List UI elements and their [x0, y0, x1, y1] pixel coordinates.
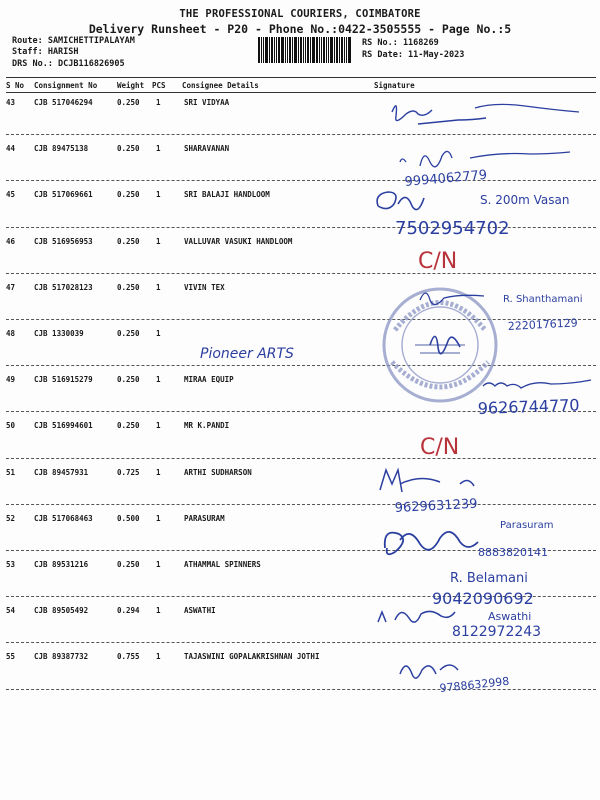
barcode-bar: [310, 37, 311, 63]
col-weight-header: Weight: [117, 81, 145, 90]
row-divider: [6, 689, 596, 690]
row-pcs: 1: [156, 282, 161, 292]
phone-54: 8122972243: [452, 624, 542, 640]
barcode-bar: [323, 37, 325, 63]
barcode-bar: [289, 37, 291, 63]
barcode-bar: [281, 37, 284, 63]
row-divider: [6, 227, 596, 228]
row-weight: 0.250: [117, 560, 140, 569]
header-bottom-rule: [6, 92, 596, 93]
row-weight: 0.250: [117, 190, 140, 200]
name-47: R. Shanthamani: [503, 294, 583, 305]
row-consignee: ARTHI SUDHARSON: [184, 467, 252, 477]
barcode-bar: [316, 37, 318, 63]
row-divider: [6, 365, 596, 366]
row-weight: 0.250: [117, 144, 140, 154]
phone-47: 2220176129: [507, 316, 579, 333]
row-weight: 0.725: [117, 467, 140, 477]
row-weight: 0.250: [117, 236, 140, 246]
row-sno: 45: [6, 190, 16, 200]
row-consignment-no: CJB 89475138: [34, 144, 89, 154]
row-consignee: SHARAVANAN: [184, 144, 230, 154]
row-consignment-no: CJB 89531216: [34, 560, 89, 569]
barcode-image: [258, 37, 353, 63]
barcode-bar: [294, 37, 297, 63]
row-divider: [6, 596, 596, 597]
header-top-rule: [6, 77, 596, 78]
row-sno: 55: [6, 652, 16, 662]
row-consignment-no: CJB 89505492: [34, 606, 89, 616]
barcode-bar: [330, 37, 333, 63]
barcode-bar: [326, 37, 327, 63]
row-consignment-no: CJB 89387732: [34, 652, 89, 662]
row-sno: 52: [6, 513, 16, 523]
barcode-bar: [269, 37, 270, 63]
rs-date: RS Date: 11-May-2023: [362, 50, 465, 60]
row-sno: 51: [6, 467, 16, 477]
signature-54: [378, 611, 455, 622]
signature-43-tail: [475, 104, 579, 112]
handwritten-pioneer-arts: Pioneer ARTS: [200, 346, 294, 362]
row-weight: 0.250: [117, 329, 140, 338]
phone-55: 9788632998: [438, 674, 510, 695]
row-consignee: TAJASWINI GOPALAKRISHNAN JOTHI: [184, 652, 320, 662]
row-weight: 0.250: [117, 421, 140, 431]
row-divider: [6, 134, 596, 135]
row-consignee: VIVIN TEX: [184, 282, 225, 292]
barcode-bar: [328, 37, 329, 63]
row-consignee: MIRAA EQUIP: [184, 375, 234, 385]
row-sno: 54: [6, 606, 16, 616]
row-consignee: PARASURAM: [184, 513, 225, 523]
barcode-bar: [312, 37, 315, 63]
company-title: THE PROFESSIONAL COURIERS, COIMBATORE: [179, 8, 421, 20]
signature-51: [380, 470, 474, 492]
row-consignment-no: CJB 516994601: [34, 421, 93, 431]
row-pcs: 1: [156, 560, 161, 569]
row-pcs: 1: [156, 467, 161, 477]
col-pcs-header: PCS: [152, 81, 166, 90]
row-sno: 49: [6, 375, 16, 385]
table-header: [6, 79, 596, 91]
signature-55: [400, 665, 458, 678]
col-consignment-header: Consignment No: [34, 81, 98, 90]
row-pcs: 1: [156, 513, 161, 523]
signature-43: [392, 106, 486, 124]
cn-mark-50: C/N: [420, 435, 460, 460]
phone-44: 9994062779: [404, 167, 488, 190]
row-sno: 47: [6, 282, 16, 292]
signature-44: [400, 151, 570, 166]
cn-mark-46: C/N: [418, 249, 458, 274]
barcode-bar: [346, 37, 347, 63]
runsheet-title: Delivery Runsheet - P20 - Phone No.:0422-3505555 - Page No.:5: [88, 22, 512, 36]
row-weight: 0.250: [117, 375, 140, 385]
name-45: S. 200m Vasan: [480, 193, 570, 207]
barcode-bar: [344, 37, 345, 63]
row-sno: 46: [6, 236, 16, 246]
row-pcs: 1: [156, 375, 161, 385]
barcode-bar: [261, 37, 262, 63]
row-divider: [6, 458, 596, 459]
phone-49: 9626744770: [477, 395, 580, 418]
row-weight: 0.500: [117, 513, 140, 523]
barcode-bar: [258, 37, 260, 63]
barcode-bar: [303, 37, 304, 63]
barcode-bar: [334, 37, 335, 63]
col-sno-header: S No: [6, 81, 25, 90]
row-weight: 0.294: [117, 606, 140, 616]
barcode-bar: [348, 37, 351, 63]
row-consignment-no: CJB 517068463: [34, 513, 93, 523]
row-pcs: 1: [156, 190, 161, 200]
row-divider: [6, 504, 596, 505]
row-consignment-no: CJB 517046294: [34, 98, 93, 107]
phone-51: 9629631239: [394, 496, 478, 516]
row-consignment-no: CJB 516915279: [34, 375, 93, 385]
row-consignee: SRI VIDYAA: [184, 98, 230, 107]
signature-49: [483, 380, 591, 388]
row-consignment-no: CJB 517069661: [34, 190, 93, 200]
college-seal-stamp: [384, 289, 496, 401]
barcode-bar: [305, 37, 306, 63]
row-sno: 53: [6, 560, 16, 569]
staff-label: Staff: HARISH: [12, 47, 79, 57]
signature-47: [420, 293, 484, 305]
phone-52: 8883820141: [478, 546, 548, 559]
row-consignment-no: CJB 89457931: [34, 467, 89, 477]
row-divider: [6, 180, 596, 181]
row-consignment-no: CJB 517028123: [34, 282, 93, 292]
barcode-bar: [278, 37, 280, 63]
row-sno: 44: [6, 144, 16, 154]
row-consignee: ATHAMMAL SPINNERS: [184, 560, 261, 569]
barcode-bar: [300, 37, 302, 63]
row-divider: [6, 273, 596, 274]
drs-number: DRS No.: DCJB116826905: [12, 59, 125, 69]
row-divider: [6, 411, 596, 412]
row-pcs: 1: [156, 652, 161, 662]
row-consignee: VALLUVAR VASUKI HANDLOOM: [184, 236, 293, 246]
row-weight: 0.250: [117, 98, 140, 107]
row-consignee: ASWATHI: [184, 606, 216, 616]
row-consignment-no: CJB 516956953: [34, 236, 93, 246]
barcode-bar: [298, 37, 299, 63]
row-consignee: SRI BALAJI HANDLOOM: [184, 190, 270, 200]
barcode-bar: [319, 37, 320, 63]
route-label: Route: SAMICHETTIPALAYAM: [12, 36, 135, 46]
row-pcs: 1: [156, 329, 161, 338]
row-weight: 0.250: [117, 282, 140, 292]
name-52: Parasuram: [500, 520, 554, 531]
row-pcs: 1: [156, 144, 161, 154]
row-consignee: MR K.PANDI: [184, 421, 230, 431]
name-53: R. Belamani: [450, 571, 528, 586]
barcode-bar: [339, 37, 340, 63]
barcode-bar: [341, 37, 343, 63]
name-54: Aswathi: [488, 610, 532, 623]
barcode-bar: [271, 37, 273, 63]
barcode-bar: [274, 37, 275, 63]
barcode-bar: [276, 37, 277, 63]
row-pcs: 1: [156, 606, 161, 616]
rs-number: RS No.: 1168269: [362, 38, 439, 48]
row-sno: 50: [6, 421, 16, 431]
row-sno: 48: [6, 329, 16, 338]
signature-45: [377, 192, 424, 210]
barcode-bar: [321, 37, 322, 63]
barcode-bar: [292, 37, 293, 63]
signature-48: [430, 336, 460, 353]
row-sno: 43: [6, 98, 16, 107]
barcode-bar: [265, 37, 268, 63]
barcode-bar: [336, 37, 338, 63]
barcode-bar: [307, 37, 309, 63]
row-weight: 0.755: [117, 652, 140, 662]
col-consignee-header: Consignee Details: [182, 81, 259, 90]
row-pcs: 1: [156, 236, 161, 246]
row-pcs: 1: [156, 421, 161, 431]
phone-45: 7502954702: [395, 218, 510, 239]
row-pcs: 1: [156, 98, 161, 107]
barcode-bar: [263, 37, 264, 63]
row-divider: [6, 550, 596, 551]
row-consignment-no: CJB 1330039: [34, 329, 84, 338]
barcode-bar: [287, 37, 288, 63]
barcode-bar: [285, 37, 286, 63]
phone-53: 9042090692: [432, 589, 534, 608]
row-divider: [6, 319, 596, 320]
row-divider: [6, 642, 596, 643]
col-signature-header: Signature: [374, 81, 415, 90]
